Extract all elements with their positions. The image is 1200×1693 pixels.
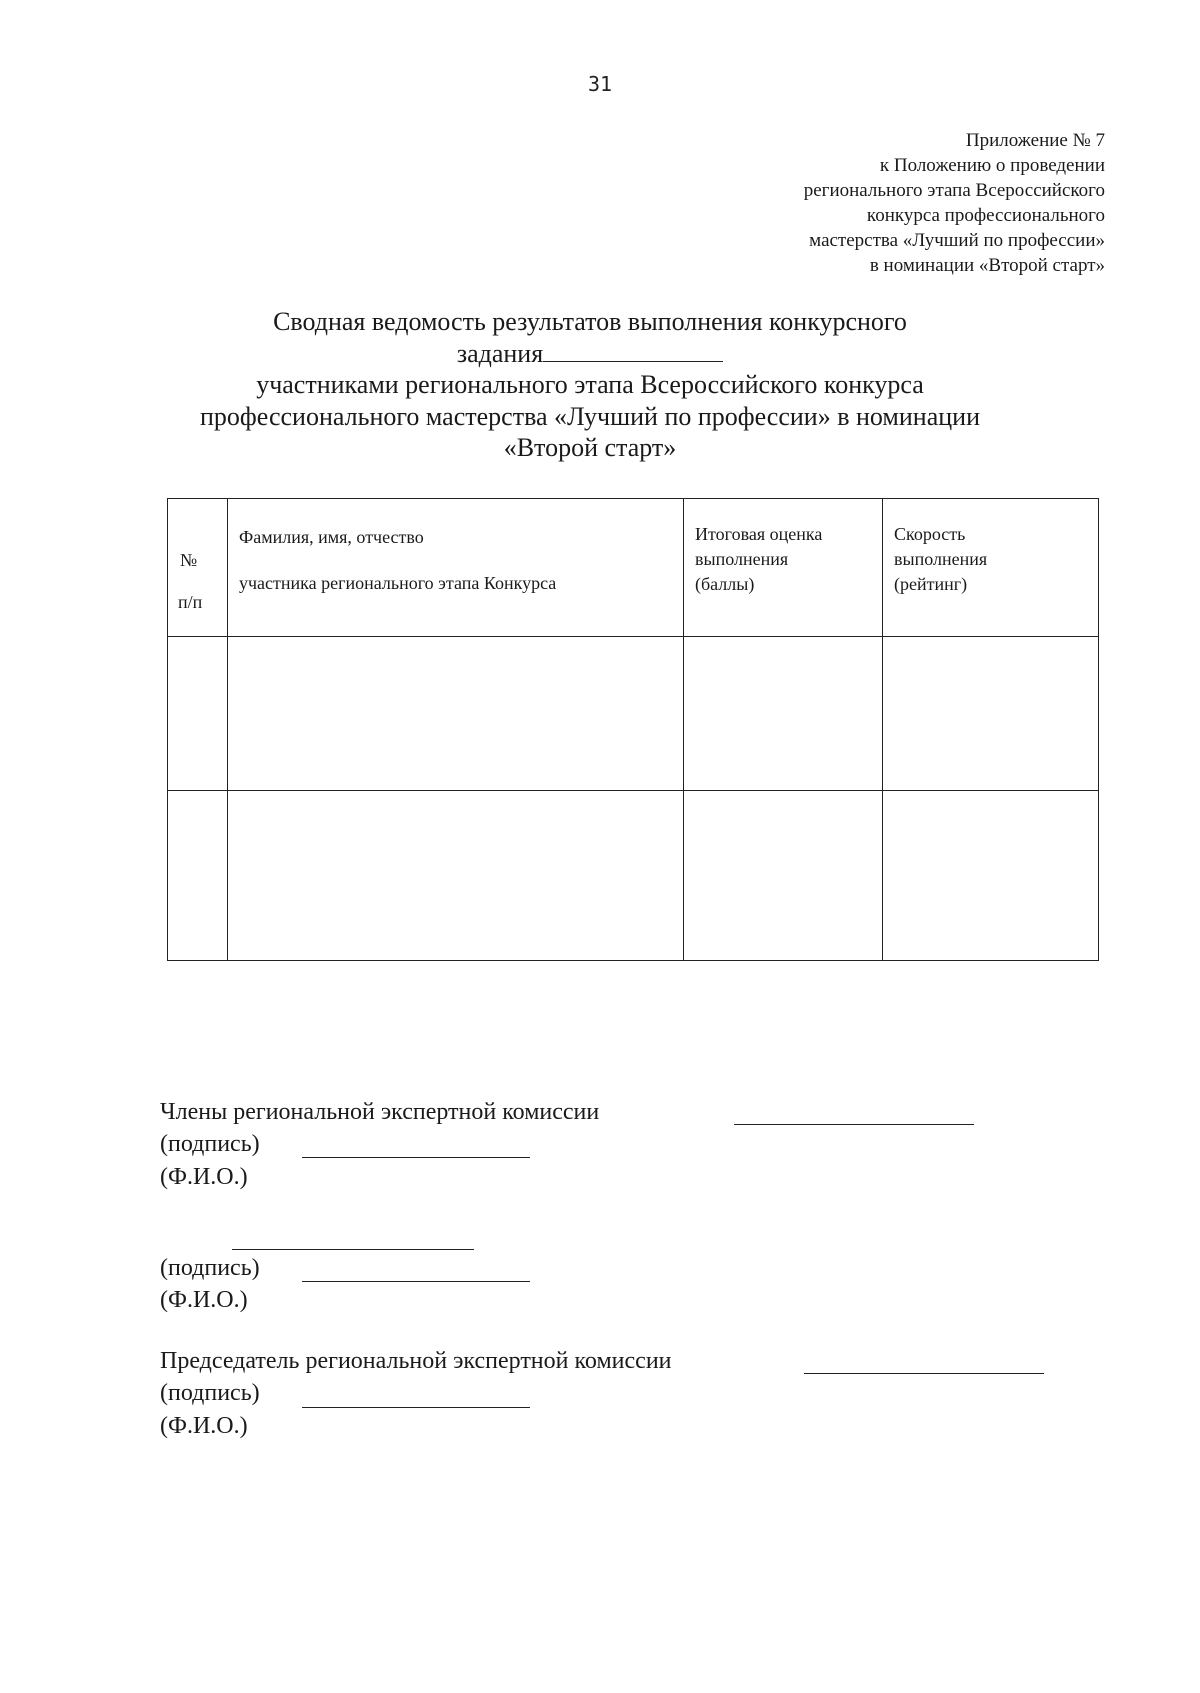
row-divider (168, 790, 1098, 791)
signature-line (302, 1281, 530, 1282)
signature-line (302, 1407, 530, 1408)
chairman-label: Председатель региональной экспертной комиссии (160, 1348, 672, 1374)
appendix-reference (804, 128, 1105, 278)
signature-label: (подпись) (160, 1131, 260, 1157)
chairman-signature-line (804, 1373, 1044, 1374)
task-blank-line (543, 360, 723, 362)
title-line: «Второй старт» (503, 433, 677, 462)
header-number-sub: п/п (178, 592, 203, 612)
appendix-line: Приложение № 7 (965, 130, 1105, 151)
header-number: № (180, 550, 198, 570)
header-score: Итоговая оценка (695, 524, 823, 544)
signature-label: (подпись) (160, 1380, 260, 1406)
document-title (150, 306, 1030, 464)
title-line: Сводная ведомость результатов выполнения конкурсного (273, 307, 907, 336)
signature-label: (подпись) (160, 1255, 260, 1281)
column-divider (683, 499, 684, 960)
header-speed: Скорость (894, 524, 966, 544)
appendix-line: конкурса профессионального (866, 205, 1105, 226)
results-table (167, 498, 1099, 961)
header-speed-sub: выполнения (894, 549, 988, 569)
appendix-line: в номинации «Второй старт» (869, 255, 1105, 276)
title-line: профессионального мастерства «Лучший по профессии» в номинации (200, 401, 980, 431)
column-divider (227, 499, 228, 960)
column-divider (882, 499, 883, 960)
title-task-word: задания (456, 338, 544, 368)
appendix-line: мастерства «Лучший по профессии» (809, 230, 1105, 251)
row-divider (168, 636, 1098, 637)
title-line-task (150, 338, 1030, 370)
members-signature-line (734, 1124, 974, 1125)
fio-label: (Ф.И.О.) (160, 1413, 248, 1439)
signature-line (302, 1157, 530, 1158)
header-score-sub: выполнения (695, 549, 789, 569)
appendix-line: к Положению о проведении (879, 155, 1105, 176)
members-label: Члены региональной экспертной комиссии (160, 1099, 600, 1125)
fio-label: (Ф.И.О.) (160, 1164, 248, 1190)
header-speed-unit: (рейтинг) (894, 574, 968, 594)
header-score-unit: (баллы) (695, 574, 755, 594)
page-number: 31 (587, 72, 613, 96)
header-name-sub: участника регионального этапа Конкурса (239, 573, 557, 593)
header-name: Фамилия, имя, отчество (239, 527, 424, 547)
member-name-line (232, 1249, 474, 1250)
fio-label: (Ф.И.О.) (160, 1287, 248, 1313)
appendix-line: регионального этапа Всероссийского (803, 180, 1105, 201)
title-line: участниками регионального этапа Всероссийского конкурса (256, 370, 924, 399)
